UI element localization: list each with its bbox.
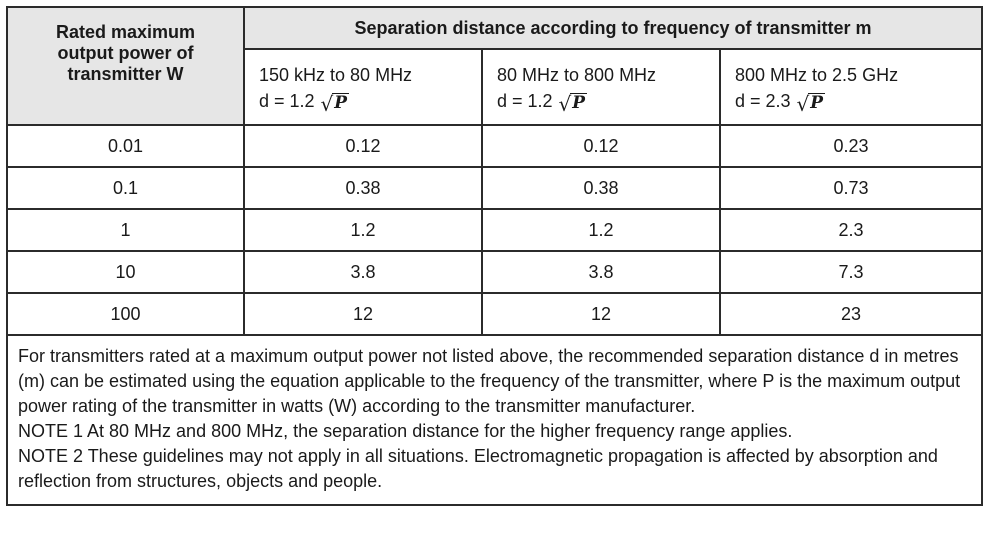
distance-cell: 0.23 xyxy=(720,125,982,167)
distance-cell: 0.38 xyxy=(482,167,720,209)
formula-prefix: d = 2.3 xyxy=(735,91,791,111)
power-cell: 1 xyxy=(7,209,244,251)
distance-cell: 12 xyxy=(244,293,482,335)
table-row xyxy=(7,251,982,293)
table-row xyxy=(7,125,982,167)
band-formula xyxy=(735,88,825,114)
table-row xyxy=(7,209,982,251)
radicand: P xyxy=(572,93,586,113)
distance-cell: 0.73 xyxy=(720,167,982,209)
formula-prefix: d = 1.2 xyxy=(259,91,315,111)
radical-sign-icon: √ xyxy=(320,92,334,116)
square-root xyxy=(559,93,588,114)
distance-cell: 7.3 xyxy=(720,251,982,293)
distance-cell: 0.38 xyxy=(244,167,482,209)
notes-paragraph: For transmitters rated at a maximum output power not listed above, the recommended separation distance d in metres (m) can be estimated using the equation applicable to the frequency of the transmitter, where P is the maximum output power rating of the transmitter in watts (W) according to the transmitter manufacturer. xyxy=(18,346,961,416)
power-cell: 100 xyxy=(7,293,244,335)
distance-cell: 0.12 xyxy=(244,125,482,167)
note-1: NOTE 1 At 80 MHz and 800 MHz, the separation distance for the higher frequency range applies. xyxy=(18,421,793,441)
distance-cell: 23 xyxy=(720,293,982,335)
distance-cell: 1.2 xyxy=(244,209,482,251)
separation-distance-document xyxy=(6,6,981,530)
band-range: 800 MHz to 2.5 GHz xyxy=(735,65,899,85)
square-root xyxy=(797,93,826,114)
distance-cell: 1.2 xyxy=(482,209,720,251)
power-header-line: transmitter W xyxy=(67,64,184,84)
formula-prefix: d = 1.2 xyxy=(497,91,553,111)
band-formula xyxy=(497,88,587,114)
power-header-line: Rated maximum xyxy=(55,22,196,42)
band-range: 80 MHz to 800 MHz xyxy=(497,65,657,85)
band-header xyxy=(720,49,982,125)
power-header-line: output power of xyxy=(57,43,194,63)
separation-distance-table xyxy=(6,6,983,506)
power-cell: 10 xyxy=(7,251,244,293)
radical-sign-icon: √ xyxy=(796,92,810,116)
table-row xyxy=(7,293,982,335)
notes-row xyxy=(7,335,982,505)
power-cell: 0.1 xyxy=(7,167,244,209)
notes-cell xyxy=(7,335,982,505)
table-row xyxy=(7,167,982,209)
band-header xyxy=(244,49,482,125)
distance-cell: 12 xyxy=(482,293,720,335)
distance-cell: 3.8 xyxy=(482,251,720,293)
power-column-header xyxy=(7,7,244,125)
distance-cell: 2.3 xyxy=(720,209,982,251)
radicand: P xyxy=(810,93,824,113)
band-header xyxy=(482,49,720,125)
square-root xyxy=(321,93,350,114)
power-cell: 0.01 xyxy=(7,125,244,167)
distance-cell: 0.12 xyxy=(482,125,720,167)
band-formula xyxy=(259,88,349,114)
radicand: P xyxy=(334,93,348,113)
header-row xyxy=(7,7,982,49)
distance-column-header: Separation distance according to frequency of transmitter m xyxy=(244,7,982,49)
note-2: NOTE 2 These guidelines may not apply in all situations. Electromagnetic propagation is affected by absorption and reflection from structures, objects and people. xyxy=(18,446,938,491)
radical-sign-icon: √ xyxy=(558,92,572,116)
distance-cell: 3.8 xyxy=(244,251,482,293)
band-range: 150 kHz to 80 MHz xyxy=(259,65,413,85)
